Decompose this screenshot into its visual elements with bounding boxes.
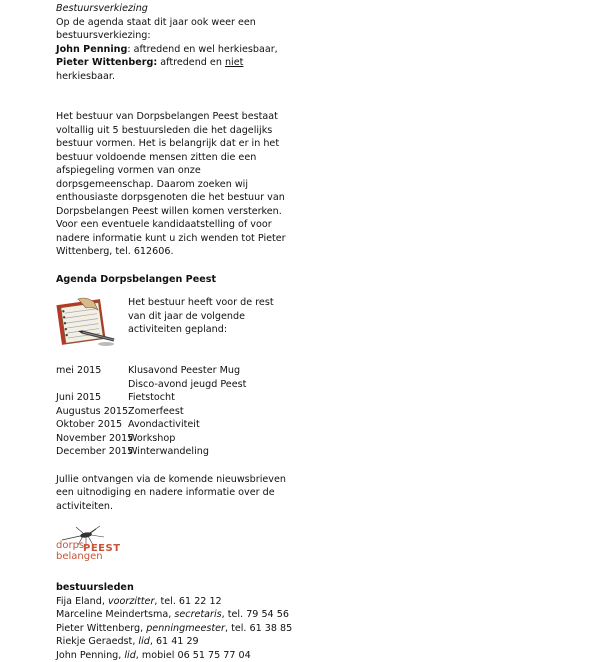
event-date: November 2015 [56, 432, 128, 446]
event-activity: Fietstocht [128, 391, 175, 405]
candidate-name: John Penning [56, 44, 127, 55]
member-name: John Penning, [56, 650, 124, 661]
event-row [56, 378, 296, 392]
event-date: Oktober 2015 [56, 418, 128, 432]
dorpsbelangen-logo [56, 525, 128, 573]
event-row [56, 405, 296, 419]
candidate-status: aftredend en [157, 57, 225, 68]
event-activity: Winterwandeling [128, 445, 209, 459]
election-heading: Bestuursverkiezing [56, 2, 296, 16]
event-activity: Klusavond Peester Mug [128, 364, 240, 378]
event-date: mei 2015 [56, 364, 128, 378]
events-list [56, 364, 296, 459]
board-heading: bestuursleden [56, 581, 296, 595]
member-name: Pieter Wittenberg, [56, 623, 146, 634]
election-line-1 [56, 43, 296, 57]
logo-text-dorps: dorps [56, 541, 103, 551]
event-row [56, 418, 296, 432]
candidate-name: Pieter Wittenberg: [56, 57, 157, 68]
member-role: secretaris [174, 609, 221, 620]
logo-text-peest: PEEST [83, 542, 121, 556]
member-contact: , tel. 79 54 56 [222, 609, 289, 620]
newsletter-content [56, 2, 296, 662]
event-activity: Avondactiviteit [128, 418, 200, 432]
election-line-2 [56, 56, 296, 83]
member-name: Marceline Meindertsma, [56, 609, 174, 620]
agenda-closing: Jullie ontvangen via de komende nieuwsbrieven een uitnodiging en nadere informatie over de activiteiten. [56, 473, 296, 514]
board-member [56, 595, 296, 609]
agenda-intro-text: Het bestuur heeft voor de rest van dit jaar de volgende activiteiten gepland: [128, 296, 288, 337]
board-paragraph: Het bestuur van Dorpsbelangen Peest bestaat voltallig uit 5 bestuursleden die het dagelijks bestuur vormen. Het is belangrijk dat er in het bestuur voldoende mensen zitten die een afspiegeling vormen van onze dorpsgemeenschap. Daarom zoeken wij enthousiaste dorpsgenoten die het bestuur van Dorpsbelangen Peest willen komen versterken. Voor een eventuele kandidaatstelling of voor nadere informatie kunt u zich wenden tot Pieter Wittenberg, tel. 612606. [56, 110, 296, 259]
board-member [56, 608, 296, 622]
candidate-status: : aftredend en wel herkiesbaar, [127, 44, 277, 55]
member-role: lid [138, 636, 149, 647]
member-name: Fija Eland, [56, 596, 108, 607]
board-member [56, 622, 296, 636]
event-date: December 2015 [56, 445, 128, 459]
event-activity: Disco-avond jeugd Peest [128, 378, 246, 392]
event-date: Juni 2015 [56, 391, 128, 405]
board-member [56, 635, 296, 649]
candidate-status-end: herkiesbaar. [56, 71, 115, 82]
agenda-intro [56, 296, 296, 364]
member-contact: , 61 41 29 [150, 636, 199, 647]
event-row [56, 445, 296, 459]
board-members-list [56, 595, 296, 662]
notebook-pen-icon [56, 296, 118, 350]
member-role: penningmeester [146, 623, 225, 634]
agenda-heading: Agenda Dorpsbelangen Peest [56, 273, 296, 287]
emphasis-not: niet [225, 57, 243, 68]
event-date: Augustus 2015 [56, 405, 128, 419]
member-contact: , tel. 61 22 12 [154, 596, 221, 607]
member-contact: , mobiel 06 51 75 77 04 [136, 650, 251, 661]
election-intro: Op de agenda staat dit jaar ook weer een bestuursverkiezing: [56, 16, 296, 43]
member-name: Riekje Geraedst, [56, 636, 138, 647]
event-row [56, 391, 296, 405]
logo-text-belangen: belangen [56, 552, 103, 562]
event-activity: Zomerfeest [128, 405, 184, 419]
event-date [56, 378, 128, 392]
event-row [56, 432, 296, 446]
member-role: lid [124, 650, 135, 661]
board-member [56, 649, 296, 662]
member-contact: , tel. 61 38 85 [225, 623, 292, 634]
member-role: voorzitter [108, 596, 154, 607]
event-activity: Workshop [128, 432, 175, 446]
event-row [56, 364, 296, 378]
